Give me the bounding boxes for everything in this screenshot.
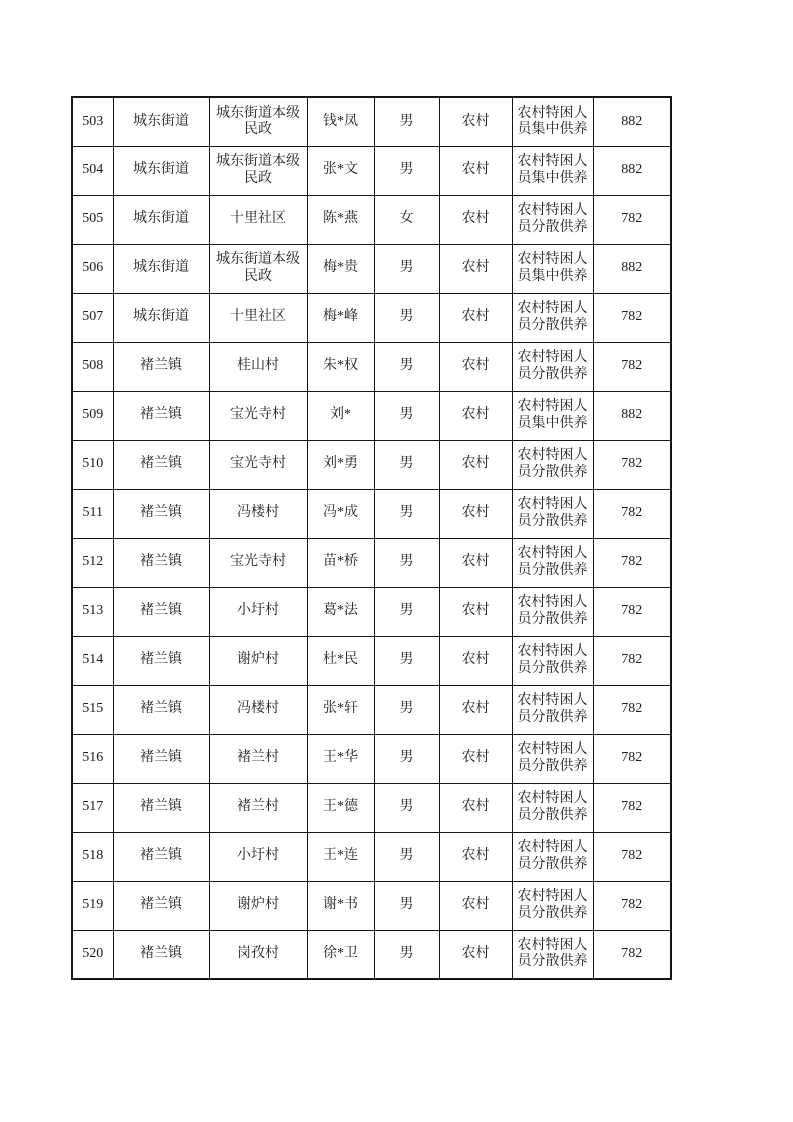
support-category-cell: 农村特困人员分散供养: [512, 930, 593, 979]
town-cell: 城东街道: [113, 195, 209, 244]
area-type-cell: 农村: [439, 391, 512, 440]
area-type-cell: 农村: [439, 293, 512, 342]
amount-cell: 882: [593, 97, 671, 146]
person-name-cell: 葛*法: [307, 587, 374, 636]
area-type-cell: 农村: [439, 342, 512, 391]
area-type-cell: 农村: [439, 587, 512, 636]
amount-cell: 782: [593, 342, 671, 391]
table-body: [72, 97, 671, 979]
town-cell: 褚兰镇: [113, 489, 209, 538]
village-cell: 谢炉村: [209, 881, 307, 930]
area-type-cell: 农村: [439, 832, 512, 881]
amount-cell: 782: [593, 881, 671, 930]
village-cell: 宝光寺村: [209, 440, 307, 489]
table-row: [72, 832, 671, 881]
area-type-cell: 农村: [439, 783, 512, 832]
village-cell: 谢炉村: [209, 636, 307, 685]
table-row: [72, 587, 671, 636]
area-type-cell: 农村: [439, 930, 512, 979]
area-type-cell: 农村: [439, 244, 512, 293]
table-row: [72, 391, 671, 440]
village-cell: 冯楼村: [209, 685, 307, 734]
row-number-cell: 504: [72, 146, 113, 195]
row-number-cell: 518: [72, 832, 113, 881]
person-name-cell: 梅*峰: [307, 293, 374, 342]
town-cell: 褚兰镇: [113, 538, 209, 587]
area-type-cell: 农村: [439, 734, 512, 783]
amount-cell: 782: [593, 195, 671, 244]
row-number-cell: 510: [72, 440, 113, 489]
support-category-cell: 农村特困人员分散供养: [512, 783, 593, 832]
person-name-cell: 钱*凤: [307, 97, 374, 146]
gender-cell: 男: [374, 538, 439, 587]
row-number-cell: 513: [72, 587, 113, 636]
amount-cell: 782: [593, 489, 671, 538]
amount-cell: 782: [593, 440, 671, 489]
row-number-cell: 511: [72, 489, 113, 538]
gender-cell: 男: [374, 244, 439, 293]
gender-cell: 男: [374, 97, 439, 146]
support-category-cell: 农村特困人员分散供养: [512, 636, 593, 685]
town-cell: 褚兰镇: [113, 391, 209, 440]
person-name-cell: 陈*燕: [307, 195, 374, 244]
gender-cell: 男: [374, 734, 439, 783]
person-name-cell: 谢*书: [307, 881, 374, 930]
area-type-cell: 农村: [439, 636, 512, 685]
row-number-cell: 517: [72, 783, 113, 832]
town-cell: 褚兰镇: [113, 881, 209, 930]
support-category-cell: 农村特困人员分散供养: [512, 734, 593, 783]
amount-cell: 782: [593, 832, 671, 881]
table-row: [72, 293, 671, 342]
person-name-cell: 张*文: [307, 146, 374, 195]
area-type-cell: 农村: [439, 489, 512, 538]
area-type-cell: 农村: [439, 881, 512, 930]
gender-cell: 女: [374, 195, 439, 244]
town-cell: 城东街道: [113, 244, 209, 293]
person-name-cell: 梅*贵: [307, 244, 374, 293]
amount-cell: 782: [593, 587, 671, 636]
person-name-cell: 王*华: [307, 734, 374, 783]
table-row: [72, 195, 671, 244]
area-type-cell: 农村: [439, 146, 512, 195]
table-row: [72, 146, 671, 195]
row-number-cell: 515: [72, 685, 113, 734]
village-cell: 桂山村: [209, 342, 307, 391]
gender-cell: 男: [374, 881, 439, 930]
amount-cell: 782: [593, 636, 671, 685]
gender-cell: 男: [374, 342, 439, 391]
row-number-cell: 512: [72, 538, 113, 587]
town-cell: 褚兰镇: [113, 342, 209, 391]
gender-cell: 男: [374, 440, 439, 489]
town-cell: 城东街道: [113, 97, 209, 146]
area-type-cell: 农村: [439, 440, 512, 489]
gender-cell: 男: [374, 391, 439, 440]
support-category-cell: 农村特困人员分散供养: [512, 881, 593, 930]
support-category-cell: 农村特困人员分散供养: [512, 195, 593, 244]
town-cell: 褚兰镇: [113, 636, 209, 685]
town-cell: 城东街道: [113, 293, 209, 342]
area-type-cell: 农村: [439, 685, 512, 734]
gender-cell: 男: [374, 832, 439, 881]
village-cell: 十里社区: [209, 195, 307, 244]
area-type-cell: 农村: [439, 195, 512, 244]
town-cell: 褚兰镇: [113, 685, 209, 734]
row-number-cell: 503: [72, 97, 113, 146]
gender-cell: 男: [374, 685, 439, 734]
village-cell: 宝光寺村: [209, 391, 307, 440]
gender-cell: 男: [374, 636, 439, 685]
row-number-cell: 506: [72, 244, 113, 293]
area-type-cell: 农村: [439, 538, 512, 587]
gender-cell: 男: [374, 587, 439, 636]
support-category-cell: 农村特困人员分散供养: [512, 489, 593, 538]
support-category-cell: 农村特困人员分散供养: [512, 440, 593, 489]
village-cell: 城东街道本级民政: [209, 97, 307, 146]
town-cell: 褚兰镇: [113, 734, 209, 783]
amount-cell: 782: [593, 930, 671, 979]
amount-cell: 882: [593, 391, 671, 440]
support-category-cell: 农村特困人员集中供养: [512, 97, 593, 146]
table-row: [72, 930, 671, 979]
area-type-cell: 农村: [439, 97, 512, 146]
gender-cell: 男: [374, 783, 439, 832]
person-name-cell: 朱*权: [307, 342, 374, 391]
person-name-cell: 张*轩: [307, 685, 374, 734]
person-name-cell: 苗*桥: [307, 538, 374, 587]
row-number-cell: 505: [72, 195, 113, 244]
village-cell: 褚兰村: [209, 734, 307, 783]
village-cell: 褚兰村: [209, 783, 307, 832]
person-name-cell: 王*德: [307, 783, 374, 832]
amount-cell: 782: [593, 293, 671, 342]
person-name-cell: 杜*民: [307, 636, 374, 685]
table-row: [72, 881, 671, 930]
village-cell: 宝光寺村: [209, 538, 307, 587]
support-category-cell: 农村特困人员集中供养: [512, 244, 593, 293]
person-name-cell: 徐*卫: [307, 930, 374, 979]
amount-cell: 782: [593, 538, 671, 587]
amount-cell: 782: [593, 734, 671, 783]
village-cell: 小圩村: [209, 587, 307, 636]
town-cell: 褚兰镇: [113, 930, 209, 979]
row-number-cell: 507: [72, 293, 113, 342]
table-row: [72, 489, 671, 538]
table-row: [72, 342, 671, 391]
village-cell: 城东街道本级民政: [209, 244, 307, 293]
table-row: [72, 685, 671, 734]
person-name-cell: 王*连: [307, 832, 374, 881]
amount-cell: 882: [593, 146, 671, 195]
support-category-cell: 农村特困人员分散供养: [512, 293, 593, 342]
village-cell: 城东街道本级民政: [209, 146, 307, 195]
table-row: [72, 538, 671, 587]
row-number-cell: 514: [72, 636, 113, 685]
amount-cell: 782: [593, 783, 671, 832]
support-category-cell: 农村特困人员集中供养: [512, 391, 593, 440]
gender-cell: 男: [374, 293, 439, 342]
welfare-recipients-table: [71, 96, 672, 980]
support-category-cell: 农村特困人员分散供养: [512, 685, 593, 734]
amount-cell: 882: [593, 244, 671, 293]
village-cell: 岗孜村: [209, 930, 307, 979]
support-category-cell: 农村特困人员集中供养: [512, 146, 593, 195]
village-cell: 十里社区: [209, 293, 307, 342]
table-row: [72, 244, 671, 293]
table-row: [72, 783, 671, 832]
village-cell: 小圩村: [209, 832, 307, 881]
gender-cell: 男: [374, 146, 439, 195]
gender-cell: 男: [374, 930, 439, 979]
town-cell: 褚兰镇: [113, 783, 209, 832]
gender-cell: 男: [374, 489, 439, 538]
table-row: [72, 636, 671, 685]
town-cell: 褚兰镇: [113, 587, 209, 636]
person-name-cell: 刘*勇: [307, 440, 374, 489]
support-category-cell: 农村特困人员分散供养: [512, 832, 593, 881]
row-number-cell: 519: [72, 881, 113, 930]
person-name-cell: 刘*: [307, 391, 374, 440]
town-cell: 褚兰镇: [113, 832, 209, 881]
row-number-cell: 508: [72, 342, 113, 391]
row-number-cell: 516: [72, 734, 113, 783]
person-name-cell: 冯*成: [307, 489, 374, 538]
support-category-cell: 农村特困人员分散供养: [512, 342, 593, 391]
town-cell: 城东街道: [113, 146, 209, 195]
amount-cell: 782: [593, 685, 671, 734]
village-cell: 冯楼村: [209, 489, 307, 538]
row-number-cell: 520: [72, 930, 113, 979]
table-row: [72, 97, 671, 146]
support-category-cell: 农村特困人员分散供养: [512, 538, 593, 587]
support-category-cell: 农村特困人员分散供养: [512, 587, 593, 636]
town-cell: 褚兰镇: [113, 440, 209, 489]
table-row: [72, 734, 671, 783]
row-number-cell: 509: [72, 391, 113, 440]
table-row: [72, 440, 671, 489]
